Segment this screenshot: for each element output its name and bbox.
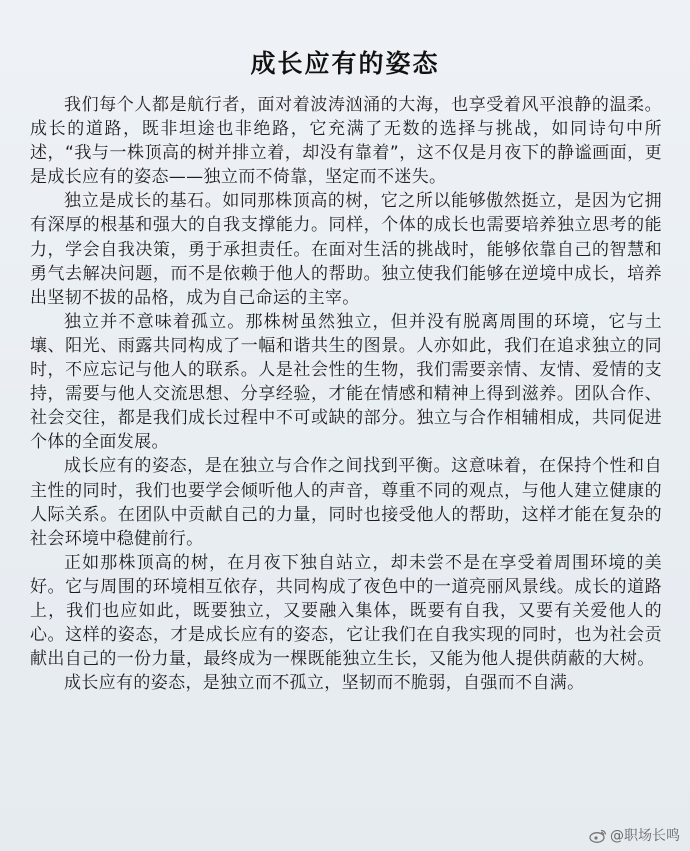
watermark-text: @职场长鸣 [610, 828, 680, 844]
article-title: 成长应有的姿态 [250, 48, 440, 78]
paragraph-4: 成长应有的姿态，是在独立与合作之间找到平衡。这意味着，在保持个性和自主性的同时，我们也要学会倾听他人的声音，尊重不同的观点，与他人建立健康的人际关系。在团队中贡献自己的力量，同时也接受他人的帮助，这样才能在复杂的社会环境中稳健前行。 [30, 456, 662, 549]
paragraph-6: 成长应有的姿态，是独立而不孤立，坚韧而不脆弱，自强而不自满。 [64, 673, 585, 694]
article-body [30, 93, 662, 695]
paragraph-5: 正如那株顶高的树，在月夜下独自站立，却未尝不是在享受着周围环境的美好。它与周围的环境相互依存，共同构成了夜色中的一道亮丽风景线。成长的道路上，我们也应如此，既要独立，又要融入集体，既要有自我，又要有关爱他人的心。这样的姿态，才是成长应有的姿态，它让我们在自我实现的同时，也为社会贡献出自己的一份力量，最终成为一棵既能独立生长，又能为他人提供荫蔽的大树。 [30, 552, 662, 670]
paragraph-3: 独立并不意味着孤立。那株树虽然独立，但并没有脱离周围的环境，它与土壤、阳光、雨露共同构成了一幅和谐共生的图景。人亦如此，我们在追求独立的同时，不应忘记与他人的联系。人是社会性的生物，我们需要亲情、友情、爱情的支持，需要与他人交流思想、分享经验，才能在情感和精神上得到滋养。团队合作、社会交往，都是我们成长过程中不可或缺的部分。独立与合作相辅相成，共同促进个体的全面发展。 [30, 311, 662, 453]
weibo-icon [589, 828, 607, 843]
paragraph-1: 我们每个人都是航行者，面对着波涛汹涌的大海，也享受着风平浪静的温柔。成长的道路，既非坦途也非绝路，它充满了无数的选择与挑战，如同诗句中所述，“我与一株顶高的树并排立着，却没有靠着”，这不仅是月夜下的静谧画面，更是成长应有的姿态——独立而不倚靠，坚定而不迷失。 [30, 95, 662, 188]
watermark [589, 825, 680, 845]
paragraph-2: 独立是成长的基石。如同那株顶高的树，它之所以能够傲然挺立，是因为它拥有深厚的根基和强大的自我支撑能力。同样，个体的成长也需要培养独立思考的能力，学会自我决策，勇于承担责任。在面对生活的挑战时，能够依靠自己的智慧和勇气去解决问题，而不是依赖于他人的帮助。独立使我们能够在逆境中成长，培养出坚韧不拔的品格，成为自己命运的主宰。 [30, 191, 662, 308]
